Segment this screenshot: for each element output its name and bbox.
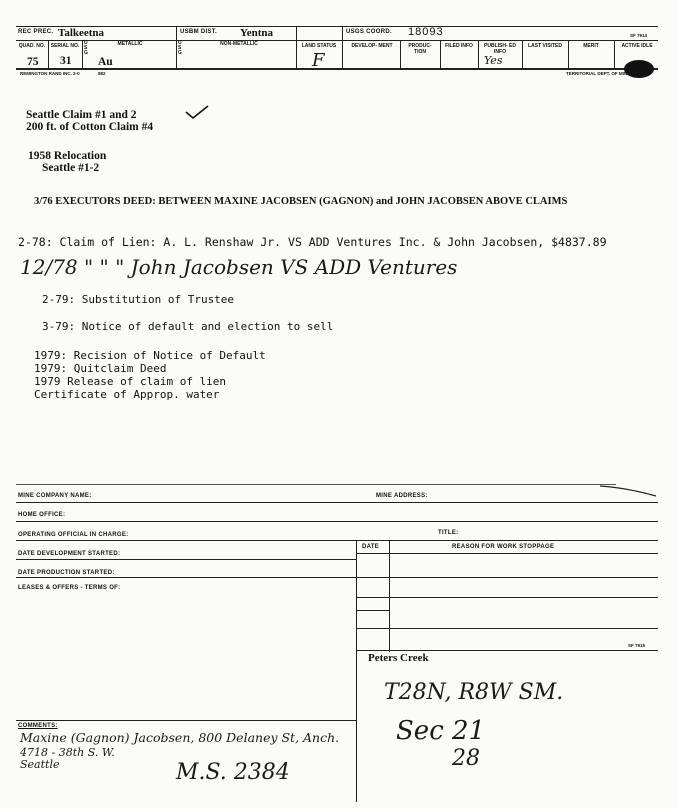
mineral-survey-number: M.S. 2384: [176, 760, 290, 785]
form-rule: [16, 484, 616, 485]
form-rule: [16, 540, 658, 541]
mine-address-label: MINE ADDRESS:: [376, 493, 428, 499]
form-rule: [16, 720, 356, 721]
title-label: TITLE:: [438, 530, 459, 536]
township-range: T28N, R8W SM.: [384, 680, 564, 705]
comment-line-3: Seattle: [20, 758, 60, 771]
comments-label: COMMENTS:: [18, 723, 58, 729]
form-rule: [356, 553, 658, 554]
claim-line-1: Seattle Claim #1 and 2: [26, 109, 137, 121]
col-serial: SERIAL NO.: [50, 43, 80, 49]
col-active: ACTIVE IDLE: [621, 43, 653, 49]
land-status-value: F: [312, 50, 325, 71]
rec-prec-label: REC PREC.: [18, 29, 54, 35]
form-rule: [356, 650, 658, 651]
operating-official-label: OPERATING OFFICIAL IN CHARGE:: [18, 532, 129, 538]
date-column-header: DATE: [362, 544, 380, 550]
col-last-visited: LAST VISITED: [528, 43, 562, 49]
relocation-claims: Seattle #1-2: [42, 162, 100, 174]
form-divider: [356, 540, 357, 802]
header-divider: [176, 26, 177, 69]
handwritten-lien: 12/78 " " " John Jacobsen VS ADD Ventures: [20, 255, 458, 279]
col-nonmetallic: NON-METALLIC: [220, 41, 258, 47]
notice-of-default: 3-79: Notice of default and election to sell: [42, 320, 334, 333]
date-production-label: DATE PRODUCTION STARTED:: [18, 570, 115, 576]
header-divider: [48, 40, 49, 69]
reason-column-header: REASON FOR WORK STOPPAGE: [452, 544, 555, 550]
header-divider: [440, 40, 441, 69]
header-divider: [82, 40, 83, 69]
form-rule: [356, 628, 658, 629]
leases-label: LEASES & OFFERS - TERMS OF:: [18, 585, 121, 591]
section-number: Sec 21: [396, 716, 486, 746]
section-number-2: 28: [452, 746, 480, 771]
form-rule: [16, 521, 658, 522]
col-filed: FILED INFO: [445, 43, 473, 49]
footer-mid: 882: [98, 71, 106, 76]
usbm-dist-label: USBM DIST.: [180, 29, 218, 35]
form-rule: [16, 577, 658, 578]
header-divider: [614, 40, 615, 69]
col-land-status: LAND STATUS: [301, 43, 337, 49]
usgs-mark: U S G: [178, 40, 183, 56]
relocation-title: 1958 Relocation: [28, 150, 107, 162]
form-rule: [16, 559, 356, 560]
comment-line-2: 4718 - 38th S. W.: [20, 746, 115, 759]
home-office-label: HOME OFFICE:: [18, 512, 66, 518]
header-top-rule: [16, 26, 658, 27]
footer-right: TERRITORIAL DEPT. OF MINES: [566, 71, 634, 76]
usbm-dist-value: Yentna: [240, 27, 274, 39]
form-rule: [356, 597, 658, 598]
claim-of-lien: 2-78: Claim of Lien: A. L. Renshaw Jr. VS ADD Ventures Inc. & John Jacobsen, $4837.89: [18, 235, 607, 249]
date-development-label: DATE DEVELOPMENT STARTED:: [18, 551, 121, 557]
location-area: Peters Creek: [368, 652, 429, 664]
usgs-mark: U S G: [84, 40, 89, 56]
quitclaim-deed: 1979: Quitclaim Deed: [34, 362, 167, 375]
col-published: PUBLISH- ED INFO: [484, 43, 516, 55]
form-number-2: SF 7915: [628, 643, 646, 648]
claim-line-2: 200 ft. of Cotton Claim #4: [26, 121, 154, 133]
usgs-coord-label: USGS COORD.: [346, 29, 392, 35]
header-mid-rule: [16, 40, 658, 41]
col-develop: DEVELOP- MENT: [351, 43, 393, 49]
metallic-value: Au: [98, 56, 113, 68]
water-certificate: Certificate of Approp. water: [34, 388, 220, 401]
quad-value: 75: [27, 56, 39, 68]
header-divider: [342, 26, 343, 69]
rec-prec-value: Talkeetna: [58, 27, 105, 39]
substitution-of-trustee: 2-79: Substitution of Trustee: [42, 293, 235, 306]
header-divider: [296, 26, 297, 69]
comment-line-1: Maxine (Gagnon) Jacobsen, 800 Delaney St, Anch.: [20, 730, 340, 745]
col-metallic: METALLIC: [117, 41, 143, 47]
header-divider: [400, 40, 401, 69]
usgs-coord-value: 18093: [408, 26, 444, 38]
form-rule: [16, 502, 658, 503]
header-divider: [522, 40, 523, 69]
checkmark-icon: [184, 104, 210, 120]
col-merit: MERIT: [583, 43, 599, 49]
release-of-lien: 1979 Release of claim of lien: [34, 375, 227, 388]
col-quad: QUAD. NO.: [18, 43, 46, 49]
serial-value: 31: [60, 55, 72, 67]
pen-stroke: [598, 484, 658, 498]
col-production: PRODUC- TION: [408, 43, 432, 55]
header-bottom-rule: [16, 68, 658, 70]
header-divider: [568, 40, 569, 69]
recision-notice: 1979: Recision of Notice of Default: [34, 349, 266, 362]
header-divider: [478, 40, 479, 69]
form-rule: [356, 610, 390, 611]
form-divider: [389, 540, 390, 652]
published-value: Yes: [484, 54, 503, 67]
executors-deed: 3/76 EXECUTORS DEED: BETWEEN MAXINE JACOBSEN (GAGNON) and JOHN JACOBSEN ABOVE CLAIMS: [34, 196, 568, 207]
mine-company-label: MINE COMPANY NAME:: [18, 493, 92, 499]
form-number: SF 7914: [630, 33, 648, 38]
footer-left: REMINGTON RAND INC. 2-0: [20, 71, 80, 76]
